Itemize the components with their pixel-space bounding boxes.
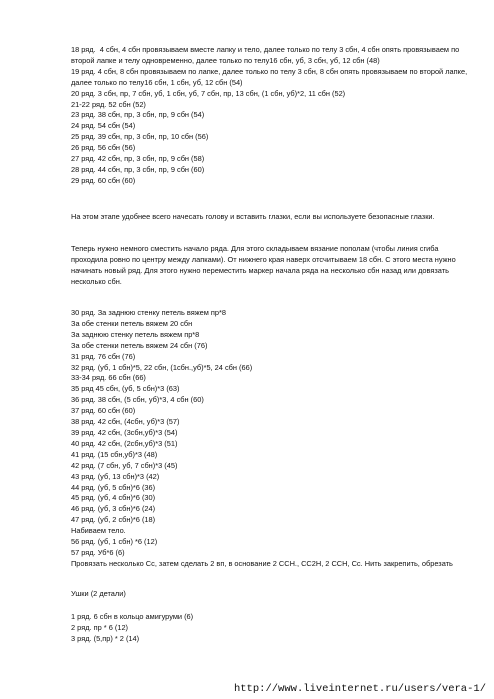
text-line: 35 ряд 45 сбн, (уб, 5 сбн)*3 (63) [71,384,180,394]
text-line: 24 ряд. 54 сбн (54) [71,121,136,131]
text-line: 2 ряд. пр * 6 (12) [71,622,129,632]
text-line: 36 ряд. 38 сбн, (5 сбн, уб)*3, 4 сбн (60) [71,395,204,405]
text-line: 27 ряд. 42 сбн, пр, 3 сбн, пр, 9 сбн (58) [71,154,205,164]
ears-heading-block [71,589,471,600]
text-line: 25 ряд. 39 сбн, пр, 3 сбн, пр, 10 сбн (56) [71,132,209,142]
text-line: 26 ряд. 56 сбн (56) [71,143,136,153]
text-line: 40 ряд. 42 сбн, (2сбн,уб)*3 (51) [71,438,178,448]
text-line: 47 ряд. (уб, 2 сбн)*6 (18) [71,515,156,525]
text-line: 57 ряд. Уб*6 (6) [71,547,125,557]
text-line: 31 ряд. 76 сбн (76) [71,351,136,361]
text-line: 20 ряд. 3 сбн, пр, 7 сбн, уб, 1 сбн, уб, 7 сбн, пр, 13 сбн, (1 сбн, уб)*2, 11 сбн (52) [71,88,346,98]
rows-30-57-block [71,308,471,570]
text-line: За обе стенки петель вяжем 24 сбн (76) [71,340,208,350]
text-line: 41 ряд. (15 сбн,уб)*3 (48) [71,449,158,459]
text-line: 44 ряд. (уб, 5 сбн)*6 (36) [71,482,156,492]
source-url-watermark: http://www.liveinternet.ru/users/vera-1/ [233,683,486,696]
rows-18-29-block [71,45,471,187]
text-line: Набиваем тело. [71,526,126,536]
section-heading: Ушки (2 детали) [71,589,126,598]
text-line: 43 ряд. (уб, 13 сбн)*3 (42) [71,471,160,481]
text-line: За обе стенки петель вяжем 20 сбн [71,318,193,328]
ears-rows-block [71,612,471,645]
text-line: 30 ряд. За заднюю стенку петель вяжем пр*8 [71,308,227,317]
text-line: 19 ряд. 4 сбн, 8 сбн провязываем по лапке, далее только по телу 3 сбн, 8 сбн опять провязываем по второй лапке, далее только по телу16 сбн, 1 сбн, уб, 12 сбн (54) [71,66,470,87]
text-line: 21-22 ряд. 52 сбн (52) [71,99,146,109]
text-line: 45 ряд. (уб, 4 сбн)*6 (30) [71,493,156,503]
text-line: 46 ряд. (уб, 3 сбн)*6 (24) [71,504,156,514]
text-line: 39 ряд. 42 сбн, (3сбн,уб)*3 (54) [71,427,178,437]
text-line: 56 ряд. (уб, 1 сбн) *6 (12) [71,537,158,547]
text-paragraph: На этом этапе удобнее всего начесать голову и вставить глазки, если вы используете безопасные глазки. [71,212,435,221]
text-line: 28 ряд. 44 сбн, пр, 3 сбн, пр, 9 сбн (60) [71,164,205,174]
text-line: За заднюю стенку петель вяжем пр*8 [71,329,200,339]
text-line: 33-34 ряд. 66 сбн (66) [71,373,146,383]
text-line: 37 ряд. 60 сбн (60) [71,406,136,416]
text-line: 29 ряд. 60 сбн (60) [71,175,136,185]
text-line: 23 ряд. 38 сбн, пр, 3 сбн, пр, 9 сбн (54) [71,110,205,120]
text-line: 1 ряд. 6 сбн в кольцо амигуруми (6) [71,612,194,621]
text-line: 32 ряд. (уб, 1 сбн)*5, 22 сбн, (1сбн.,уб)*5, 24 сбн (66) [71,362,253,372]
text-line: 42 ряд. (7 сбн, уб, 7 сбн)*3 (45) [71,460,178,470]
shift-row-paragraph [71,244,471,288]
eyes-note-paragraph [71,212,471,223]
text-line: 3 ряд. (5,пр) * 2 (14) [71,633,140,643]
text-paragraph: Теперь нужно немного сместить начало ряда. Для этого складываем вязание пополам (чтобы линия сгиба проходила ровно по центру между лапками). От нижнего края наверх отсчитываем 18 сбн. С этого места нужно начинать новый ряд. Для этого нужно переместить маркер начала ряда на несколько сбн назад или довязать несколько сбн. [71,244,458,286]
text-line: Провязать несколько Сс, затем сделать 2 вп, в основание 2 ССН., СС2Н, 2 ССН, Сс. Нить закрепить, обрезать [71,558,453,568]
text-line: 38 ряд. 42 сбн, (4сбн, уб)*3 (57) [71,417,180,427]
text-line: 18 ряд. 4 сбн, 4 сбн провязываем вместе лапку и тело, далее только по телу 3 сбн, 4 сбн опять провязываем по второй лапке и телу одновременно, далее только по телу16 сбн, уб, 3 сбн, уб, 12 сбн (48) [71,45,462,65]
